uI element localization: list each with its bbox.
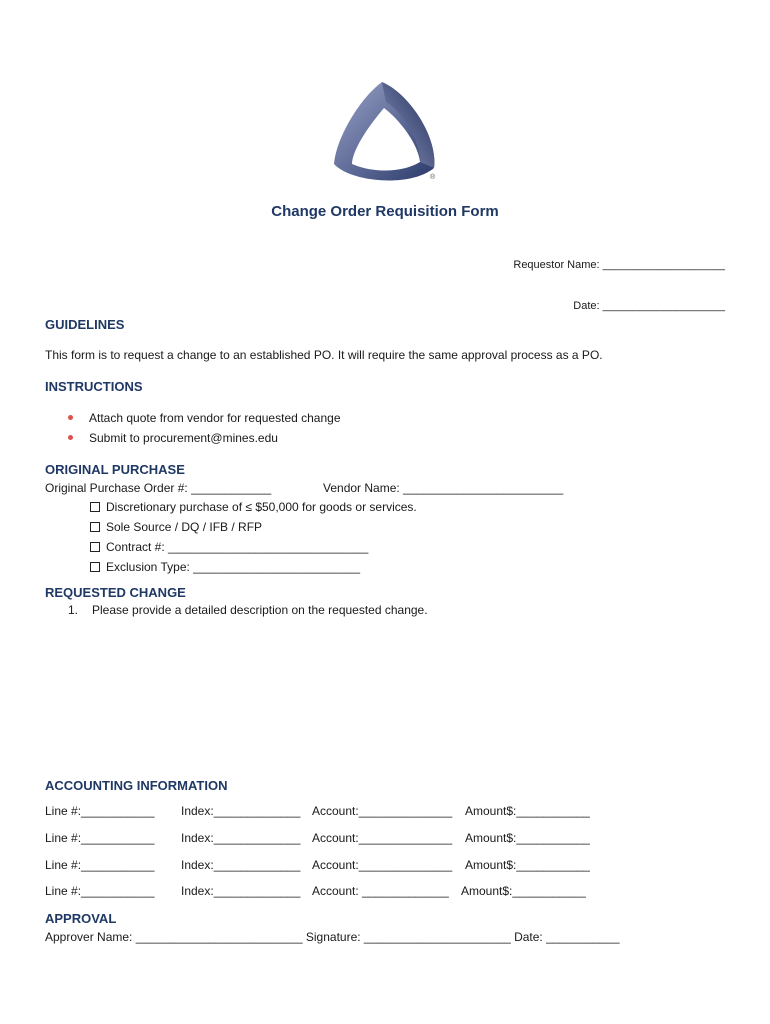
mines-logo-icon	[330, 78, 440, 188]
checkbox[interactable]	[90, 502, 100, 512]
item-number: 1.	[68, 603, 79, 617]
acct-index-field[interactable]: Index:_____________	[181, 858, 301, 872]
acct-index-field[interactable]: Index:_____________	[181, 884, 301, 898]
registered-mark: ®	[430, 174, 436, 181]
acct-amount-field[interactable]: Amount$:___________	[465, 858, 590, 872]
bullet-icon	[68, 415, 73, 420]
acct-line-field[interactable]: Line #:___________	[45, 858, 155, 872]
option-label: Sole Source / DQ / IFB / RFP	[106, 520, 263, 534]
accounting-heading: ACCOUNTING INFORMATION	[45, 778, 228, 793]
original-po-field[interactable]: Original Purchase Order #: ____________	[45, 481, 272, 495]
original-purchase-heading: ORIGINAL PURCHASE	[45, 462, 185, 477]
acct-line-field[interactable]: Line #:___________	[45, 831, 155, 845]
acct-amount-field[interactable]: Amount$:___________	[465, 831, 590, 845]
requested-change-item	[68, 603, 428, 617]
approval-heading: APPROVAL	[45, 911, 117, 926]
option-label: Discretionary purchase of ≤ $50,000 for goods or services.	[106, 500, 417, 514]
instruction-item	[68, 411, 341, 425]
vendor-name-field[interactable]: Vendor Name: ________________________	[323, 481, 564, 495]
acct-account-field[interactable]: Account:______________	[312, 831, 453, 845]
acct-amount-field[interactable]: Amount$:___________	[465, 804, 590, 818]
guidelines-heading: GUIDELINES	[45, 317, 125, 332]
acct-line-field[interactable]: Line #:___________	[45, 804, 155, 818]
checkbox[interactable]	[90, 562, 100, 572]
acct-account-field[interactable]: Account:______________	[312, 858, 453, 872]
option-contract[interactable]	[90, 540, 368, 554]
bullet-icon	[68, 435, 73, 440]
instruction-text: Attach quote from vendor for requested change	[89, 411, 341, 425]
requestor-name-field[interactable]: Requestor Name: ____________________	[513, 259, 725, 271]
option-exclusion[interactable]	[90, 560, 360, 574]
instruction-text: Submit to procurement@mines.edu	[89, 431, 278, 445]
option-label: Contract #: ______________________________	[106, 540, 369, 554]
checkbox[interactable]	[90, 542, 100, 552]
requested-change-heading: REQUESTED CHANGE	[45, 585, 186, 600]
item-text: Please provide a detailed description on the requested change.	[92, 603, 428, 617]
date-field[interactable]: Date: ____________________	[573, 300, 725, 312]
option-sole-source[interactable]	[90, 520, 262, 534]
checkbox[interactable]	[90, 522, 100, 532]
page-title: Change Order Requisition Form	[271, 203, 499, 220]
option-discretionary[interactable]	[90, 500, 417, 514]
acct-index-field[interactable]: Index:_____________	[181, 804, 301, 818]
guidelines-text: This form is to request a change to an established PO. It will require the same approval process as a PO.	[45, 348, 603, 362]
acct-line-field[interactable]: Line #:___________	[45, 884, 155, 898]
acct-account-field[interactable]: Account: _____________	[312, 884, 449, 898]
approval-line[interactable]: Approver Name: _________________________ Signature: ______________________ Date: ___________	[45, 930, 620, 944]
acct-account-field[interactable]: Account:______________	[312, 804, 453, 818]
instruction-item	[68, 431, 278, 445]
acct-amount-field[interactable]: Amount$:___________	[461, 884, 586, 898]
requested-change-description-area[interactable]	[90, 622, 730, 772]
logo	[330, 78, 440, 188]
instructions-heading: INSTRUCTIONS	[45, 379, 143, 394]
option-label: Exclusion Type: _________________________	[106, 560, 361, 574]
acct-index-field[interactable]: Index:_____________	[181, 831, 301, 845]
